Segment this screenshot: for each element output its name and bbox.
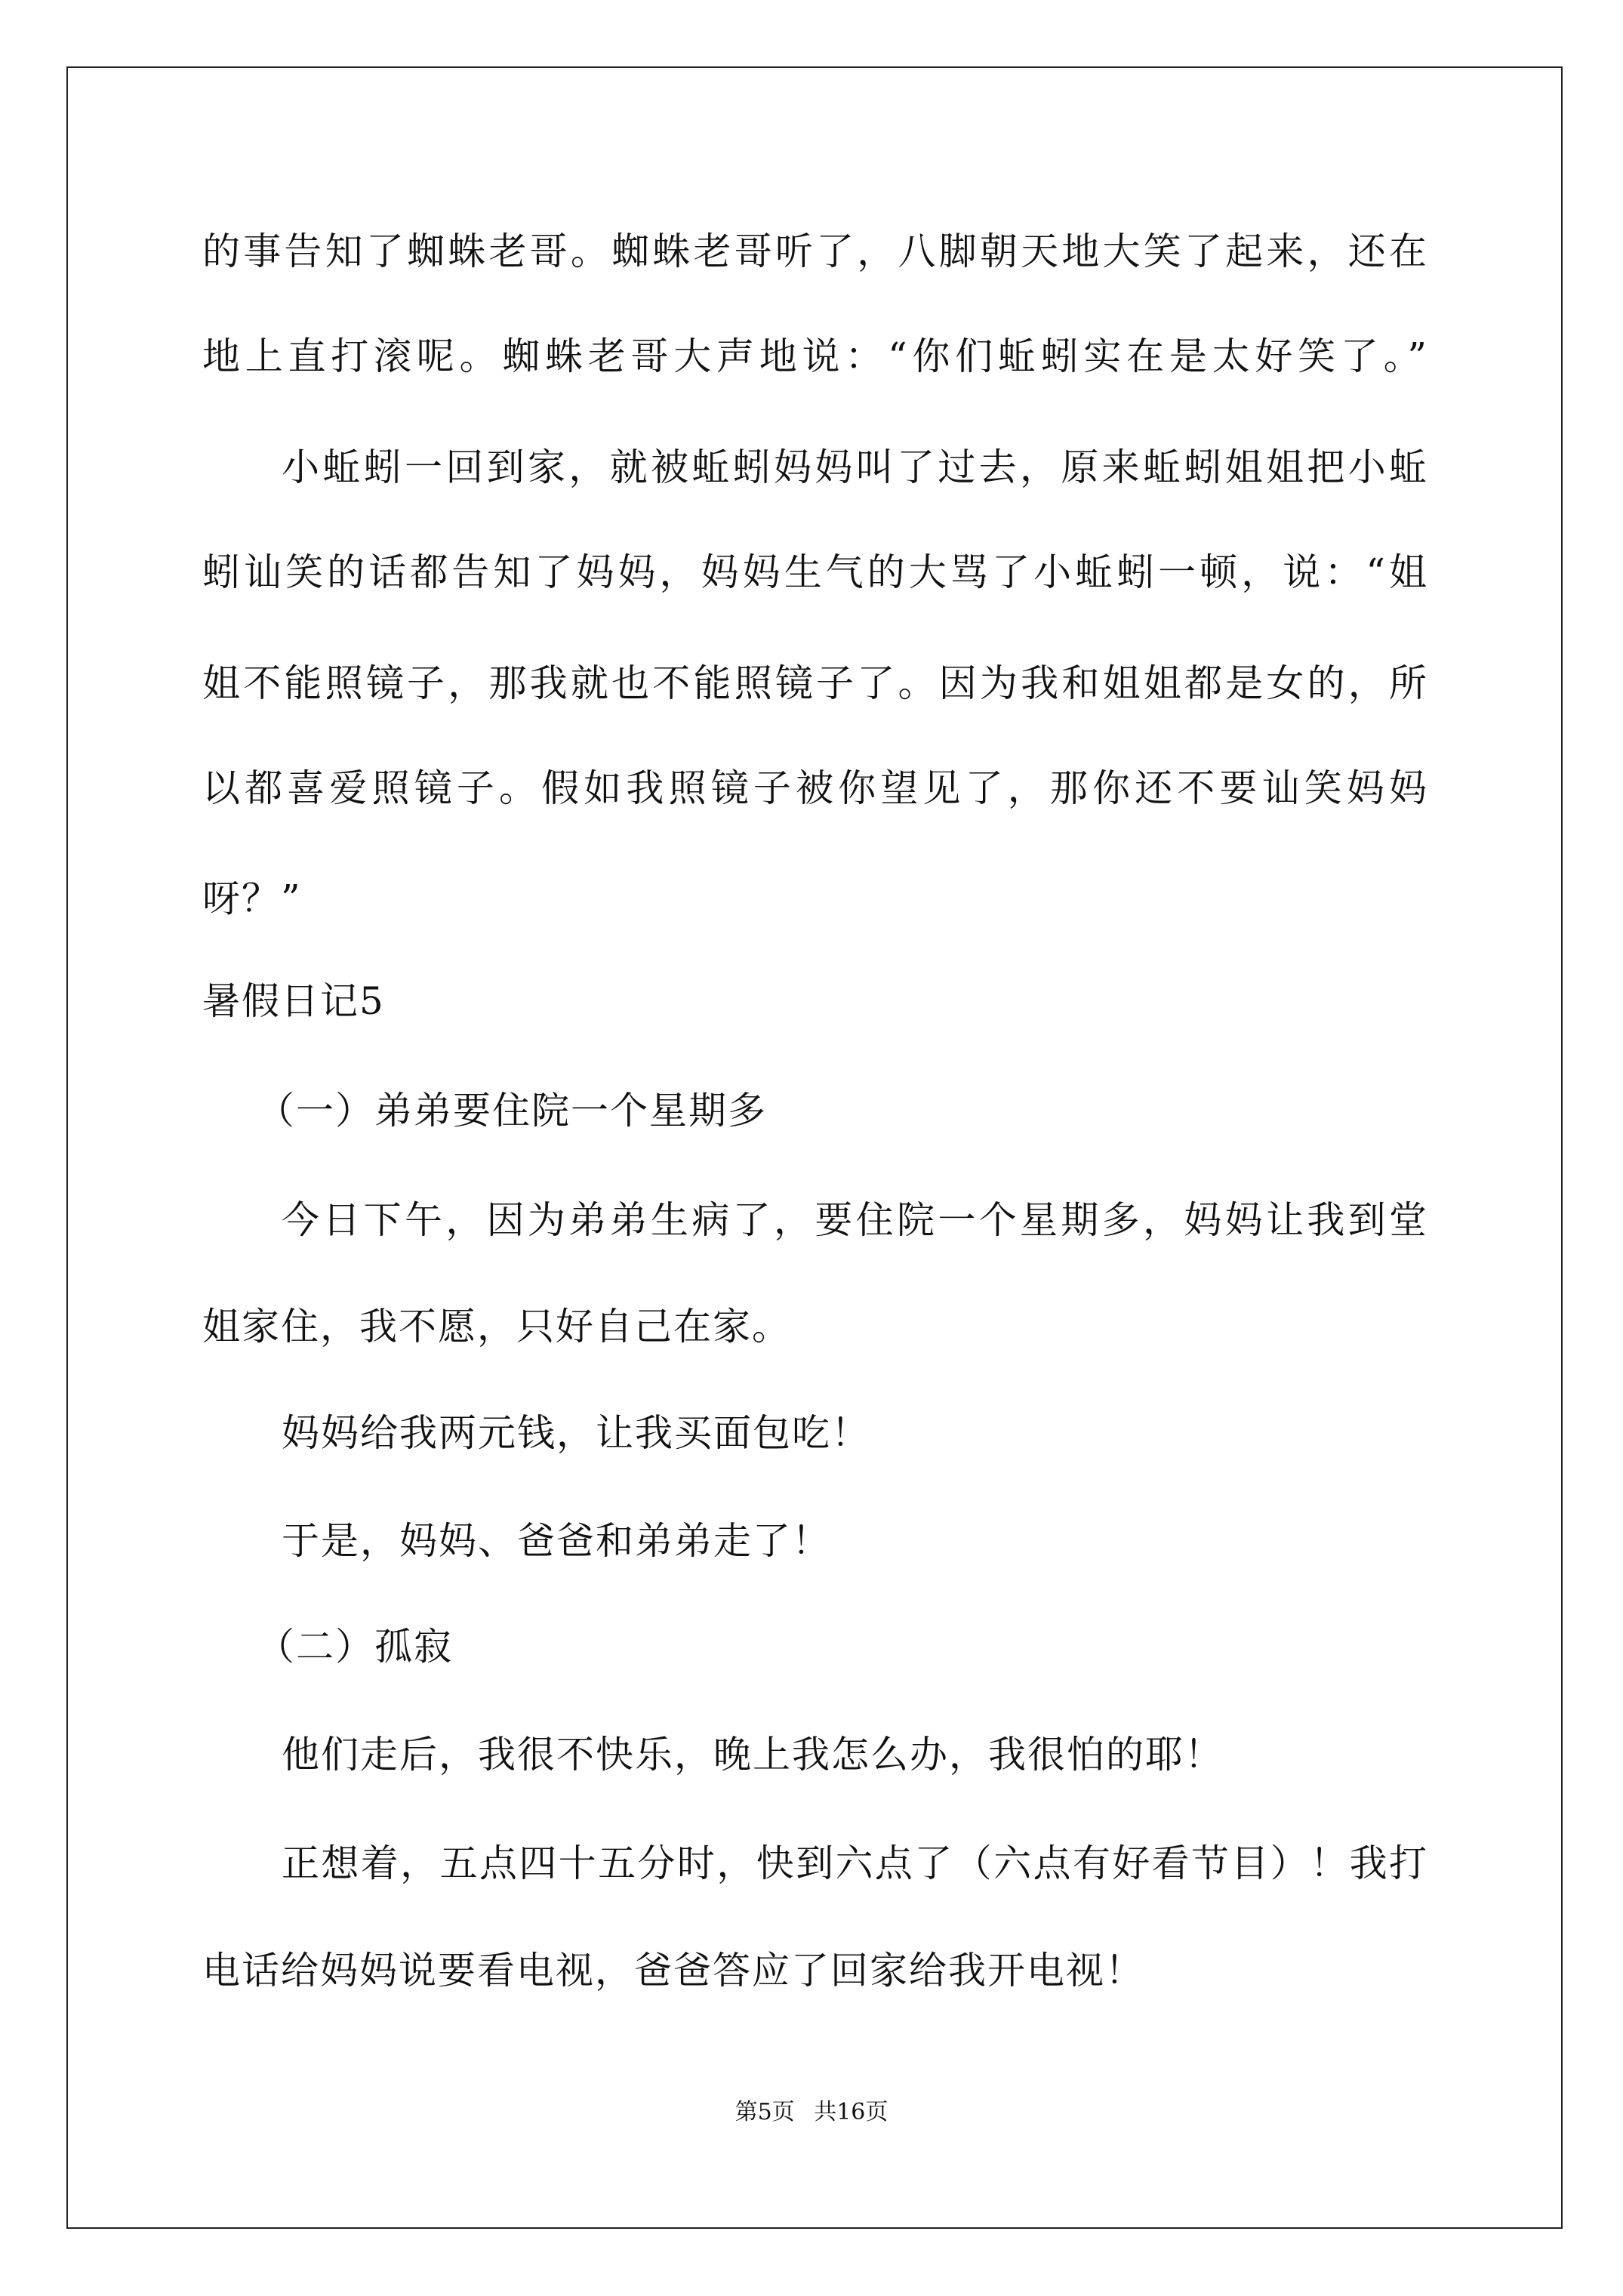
page-footer — [0, 2097, 1623, 2128]
paragraph-line: 今日下午，因为弟弟生病了，要住院一个星期多，妈妈让我到堂 — [282, 1198, 1428, 1242]
subsection-heading: （一）弟弟要住院一个星期多 — [257, 1089, 767, 1133]
page-total: 共16页 — [814, 2099, 888, 2125]
paragraph-line: 蚓讪笑的话都告知了妈妈，妈妈生气的大骂了小蚯蚓一顿，说：“姐 — [202, 550, 1428, 594]
paragraph-line: 以都喜爱照镜子。假如我照镜子被你望见了，那你还不要讪笑妈妈 — [202, 766, 1428, 810]
paragraph-line: 姐家住，我不愿，只好自己在家。 — [202, 1305, 791, 1348]
paragraph-line: 小蚯蚓一回到家，就被蚯蚓妈妈叫了过去，原来蚯蚓姐姐把小蚯 — [282, 445, 1428, 489]
paragraph-line: 妈妈给我两元钱，让我买面包吃！ — [282, 1411, 870, 1455]
page-number: 第5页 — [735, 2099, 795, 2125]
page-border — [66, 66, 1563, 2229]
section-heading: 暑假日记5 — [202, 979, 385, 1023]
paragraph-line: 姐不能照镜子，那我就也不能照镜子了。因为我和姐姐都是女的，所 — [202, 661, 1428, 705]
paragraph-line: 电话给妈妈说要看电视，爸爸答应了回家给我开电视！ — [202, 1949, 1144, 1992]
paragraph-line: 地上直打滚呢。蜘蛛老哥大声地说：“你们蚯蚓实在是太好笑了。” — [202, 334, 1428, 378]
subsection-heading: （二）孤寂 — [257, 1625, 453, 1669]
paragraph-line: 的事告知了蜘蛛老哥。蜘蛛老哥听了，八脚朝天地大笑了起来，还在 — [202, 230, 1428, 273]
paragraph-line: 呀？” — [202, 877, 302, 920]
paragraph-line: 他们走后，我很不快乐，晚上我怎么办，我很怕的耶！ — [282, 1733, 1224, 1777]
paragraph-line: 于是，妈妈、爸爸和弟弟走了！ — [282, 1519, 831, 1563]
paragraph-line: 正想着，五点四十五分时，快到六点了（六点有好看节目）！我打 — [282, 1841, 1428, 1885]
